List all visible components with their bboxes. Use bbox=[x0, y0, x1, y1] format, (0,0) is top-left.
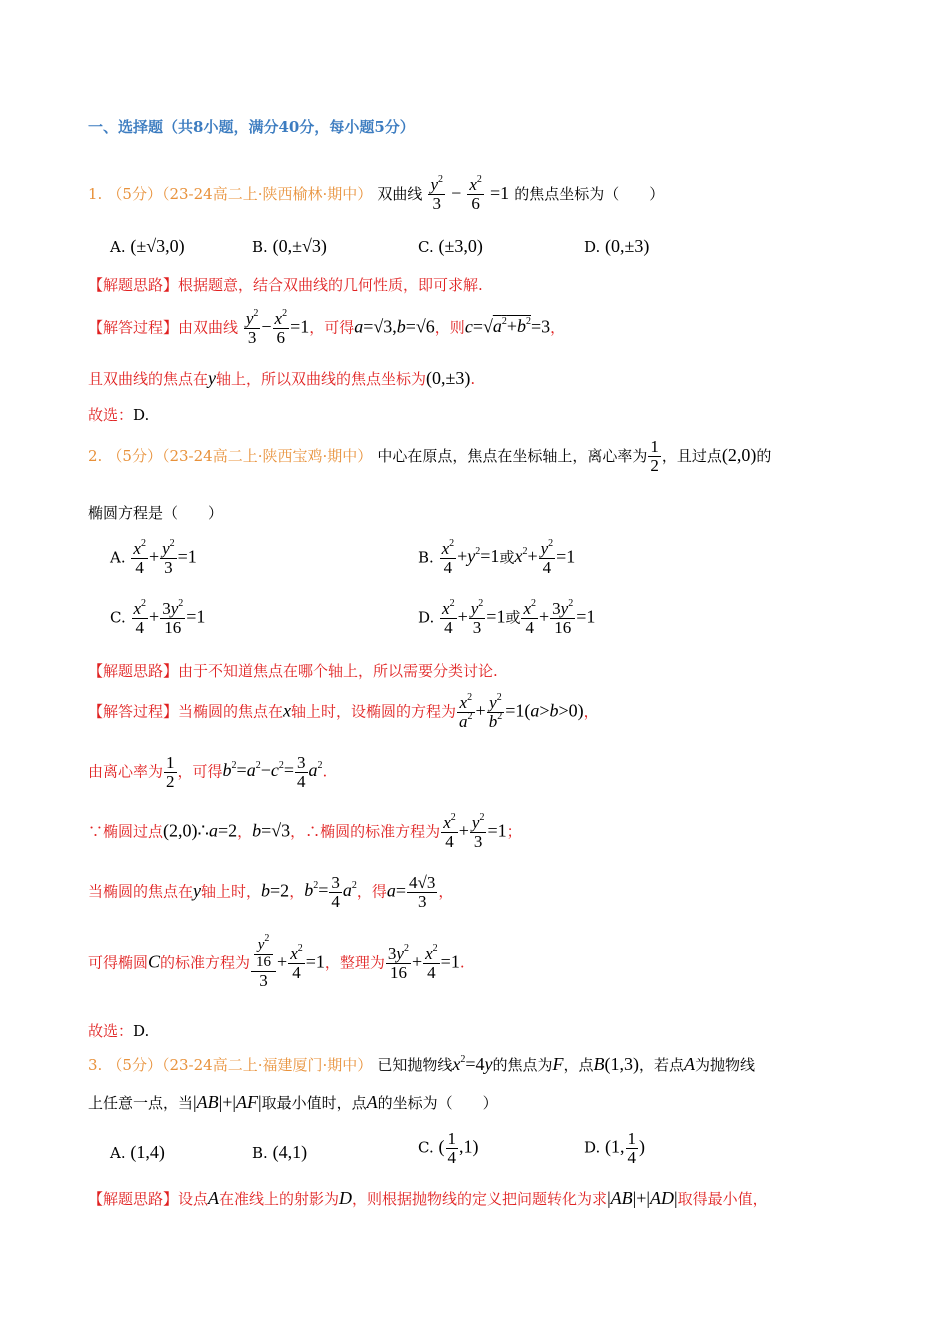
option-b: B. (0,±√3) bbox=[252, 236, 327, 256]
option-b: B. $\frac{x^2}{4}$ $+y^2=1$或$x^2+$ $\frac{y^2}{4}$ =1 bbox=[418, 538, 576, 577]
solution-process: 【解答过程】由双曲线 $\frac{y^2}{3}$ − $\frac{x^2}{6}$ =1，可得a=√3,b=√6，则$c=√a^2+b^2=3$， bbox=[88, 308, 566, 347]
solution-line: 由离心率为 $\frac{1}{2}$ ，可得$b^2=a^2-c^2=$ $\frac{3}{4}$ $a^2$. bbox=[88, 753, 328, 791]
question-source: （5分）（23-24高二上·陕西榆林·期中） bbox=[107, 184, 373, 203]
solution-process: 【解答过程】当椭圆的焦点在x轴上时，设椭圆的方程为 $\frac{x^2}{a^2}$ + $\frac{y^2}{b^2}$ =1(a>b>0)， bbox=[88, 692, 599, 731]
question-3-stem-line2: 上任意一点，当|AB|+|AF|取最小值时，点A的坐标为（ ） bbox=[88, 1092, 498, 1112]
question-1-stem: 1. （5分）（23-24高二上·陕西榆林·期中） 双曲线 $\frac{y^2}{3}$ − $\frac{x^2}{6}$ =1 的焦点坐标为（ ） bbox=[88, 174, 665, 213]
question-source: （5分）（23-24高二上·福建厦门·期中） bbox=[107, 1056, 373, 1074]
solution-line: 可得椭圆C的标准方程为 $\frac{\frac{y^2}{16}}{3}$ + $\frac{x^2}{4}$ =1，整理为 $\frac{3y^2}{16}$ + $\frac{x^2}{4}$ =1. bbox=[88, 933, 465, 990]
answer-line: 故选：D. bbox=[88, 1022, 150, 1040]
solution-thought: 【解题思路】由于不知道焦点在哪个轴上，所以需要分类讨论. bbox=[88, 662, 498, 680]
question-source: （5分）（23-24高二上·陕西宝鸡·期中） bbox=[107, 446, 373, 465]
option-c: C. ( $\frac{1}{4}$ ,1) bbox=[418, 1129, 479, 1167]
option-c: C. (±3,0) bbox=[418, 236, 483, 256]
question-3-stem: 3. （5分）（23-24高二上·福建厦门·期中） 已知抛物线$x^2=4y$的焦点为F，点B(1,3)，若点A为抛物线 bbox=[88, 1054, 756, 1074]
section-title: 一、选择题（共8小题，满分40分，每小题5分） bbox=[88, 118, 415, 136]
solution-thought: 【解题思路】根据题意，结合双曲线的几何性质，即可求解. bbox=[88, 276, 483, 294]
option-a: A. $\frac{x^2}{4}$ + $\frac{y^2}{3}$ =1 bbox=[110, 538, 197, 577]
solution-line: 当椭圆的焦点在y轴上时，b=2，$b^2=$ $\frac{3}{4}$ $a^2$，得a= $\frac{4√3}{3}$ ， bbox=[88, 873, 454, 911]
question-number: 3. bbox=[88, 1056, 103, 1074]
fraction: $\frac{x^2}{6}$ bbox=[469, 174, 482, 213]
option-a: A. (±√3,0) bbox=[110, 236, 185, 256]
solution-line: ∵椭圆过点(2,0)∴a=2，b=√3，∴椭圆的标准方程为 $\frac{x^2}{4}$ + $\frac{y^2}{3}$ =1； bbox=[88, 812, 522, 851]
solution-thought: 【解题思路】设点A在准线上的射影为D，则根据抛物线的定义把问题转化为求|AB|+|AD|取得最小值， bbox=[88, 1188, 768, 1208]
option-c: C. $\frac{x^2}{4}$ + $\frac{3y^2}{16}$ =1 bbox=[110, 598, 206, 637]
solution-line: 且双曲线的焦点在y轴上，所以双曲线的焦点坐标为(0,±3). bbox=[88, 368, 476, 388]
option-d: D. $\frac{x^2}{4}$ + $\frac{y^2}{3}$ =1或 $\frac{x^2}{4}$ + $\frac{3y^2}{16}$ =1 bbox=[418, 598, 596, 637]
fraction: $\frac{y^2}{3}$ bbox=[430, 174, 443, 213]
question-2-stem-line2: 椭圆方程是（ ） bbox=[88, 504, 224, 522]
option-b: B. (4,1) bbox=[252, 1142, 308, 1162]
option-d: D. (1, $\frac{1}{4}$ ) bbox=[584, 1129, 646, 1167]
option-d: D. (0,±3) bbox=[584, 236, 650, 256]
question-number: 1. bbox=[88, 184, 103, 203]
question-number: 2. bbox=[88, 446, 103, 465]
answer-line: 故选：D. bbox=[88, 406, 150, 424]
option-a: A. (1,4) bbox=[110, 1142, 165, 1162]
question-2-stem: 2. （5分）（23-24高二上·陕西宝鸡·期中） 中心在原点，焦点在坐标轴上，离心率为 $\frac{1}{2}$ ，且过点(2,0)的 bbox=[88, 437, 772, 475]
